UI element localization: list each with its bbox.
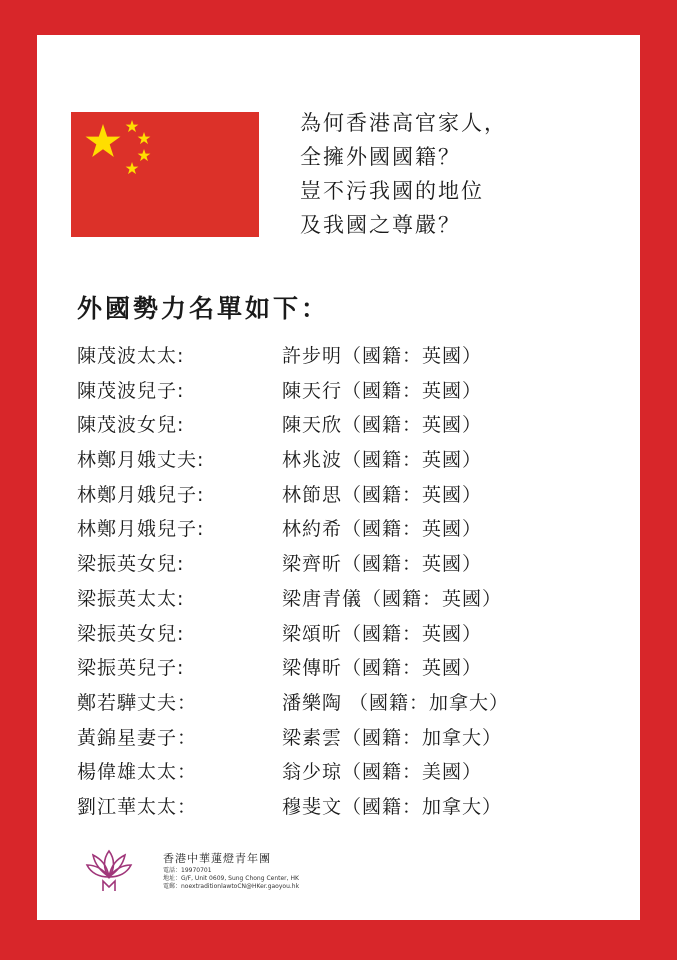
list-item bbox=[77, 372, 637, 407]
list-item bbox=[77, 510, 637, 545]
relation: 鄭若驊丈夫： bbox=[77, 691, 198, 714]
footer bbox=[85, 847, 385, 902]
contact-info bbox=[163, 867, 299, 891]
relation: 林鄭月娥丈夫: bbox=[77, 449, 205, 472]
small-star-icon bbox=[126, 162, 139, 174]
list-item bbox=[77, 649, 637, 684]
poster bbox=[37, 35, 640, 920]
person-nationality: 潘樂陶 （國籍：加拿大） bbox=[282, 691, 510, 714]
list-item bbox=[77, 580, 637, 615]
address-text: 地址：G/F, Unit 0609, Sung Chong Center, HK bbox=[163, 875, 299, 882]
list-item bbox=[77, 719, 637, 754]
person-nationality: 梁唐青儀（國籍：英國） bbox=[282, 587, 503, 610]
person-nationality: 翁少琼（國籍：美國） bbox=[282, 761, 483, 784]
small-star-icon bbox=[126, 120, 139, 132]
china-flag-icon bbox=[71, 112, 259, 237]
person-nationality: 許步明（國籍：英國） bbox=[282, 345, 483, 367]
list-item bbox=[77, 441, 637, 476]
organization-name: 香港中華蓮燈青年團 bbox=[163, 852, 271, 865]
email-text: 電郵：noextraditionlawtoCN@HKer.gaoyou.hk bbox=[163, 883, 300, 890]
relation: 劉江華太太： bbox=[77, 795, 198, 818]
foreign-nationality-list bbox=[77, 337, 637, 823]
person-nationality: 林約希（國籍：英國） bbox=[282, 518, 483, 541]
relation: 陳茂波太太: bbox=[77, 345, 185, 367]
list-item bbox=[77, 615, 637, 650]
list-heading: 外國勢力名單如下： bbox=[77, 294, 330, 323]
person-nationality: 穆斐文（國籍：加拿大） bbox=[282, 795, 503, 818]
relation: 林鄭月娥兒子: bbox=[77, 483, 205, 506]
person-nationality: 梁傳昕（國籍：英國） bbox=[282, 657, 483, 680]
person-nationality: 梁頌昕（國籍：英國） bbox=[282, 622, 483, 645]
relation: 梁振英女兒: bbox=[77, 622, 185, 645]
list-item bbox=[77, 684, 637, 719]
relation: 梁振英太太: bbox=[77, 587, 185, 610]
relation: 梁振英兒子: bbox=[77, 657, 185, 680]
small-star-icon bbox=[138, 132, 151, 144]
list-item bbox=[77, 406, 637, 441]
list-item bbox=[77, 788, 637, 823]
small-star-icon bbox=[138, 149, 151, 161]
person-nationality: 林兆波（國籍：英國） bbox=[282, 449, 483, 472]
person-nationality: 梁齊昕（國籍：英國） bbox=[282, 553, 483, 576]
list-item bbox=[77, 476, 637, 511]
list-item bbox=[77, 753, 637, 788]
question-line: 全擁外國國籍？ bbox=[300, 145, 461, 169]
relation: 梁振英女兒: bbox=[77, 553, 185, 576]
list-item bbox=[77, 545, 637, 580]
large-star-icon bbox=[86, 124, 121, 157]
person-nationality: 林節思（國籍：英國） bbox=[282, 483, 483, 506]
relation: 陳茂波女兒: bbox=[77, 414, 185, 437]
relation: 楊偉雄太太： bbox=[77, 761, 198, 784]
person-nationality: 梁素雲（國籍：加拿大） bbox=[282, 726, 503, 749]
relation: 黃錦星妻子： bbox=[77, 726, 198, 749]
list-item bbox=[77, 337, 637, 372]
person-nationality: 陳天行（國籍：英國） bbox=[282, 379, 483, 402]
question-line: 為何香港高官家人， bbox=[300, 111, 507, 135]
question-line: 及我國之尊嚴？ bbox=[300, 213, 461, 237]
phone-text: 電話：19970701 bbox=[163, 867, 212, 874]
question-line: 豈不污我國的地位 bbox=[300, 179, 484, 203]
relation: 陳茂波兒子: bbox=[77, 379, 185, 402]
lotus-logo-icon bbox=[85, 847, 133, 893]
person-nationality: 陳天欣（國籍：英國） bbox=[282, 414, 483, 437]
relation: 林鄭月娥兒子: bbox=[77, 518, 205, 541]
question-text bbox=[300, 106, 630, 242]
